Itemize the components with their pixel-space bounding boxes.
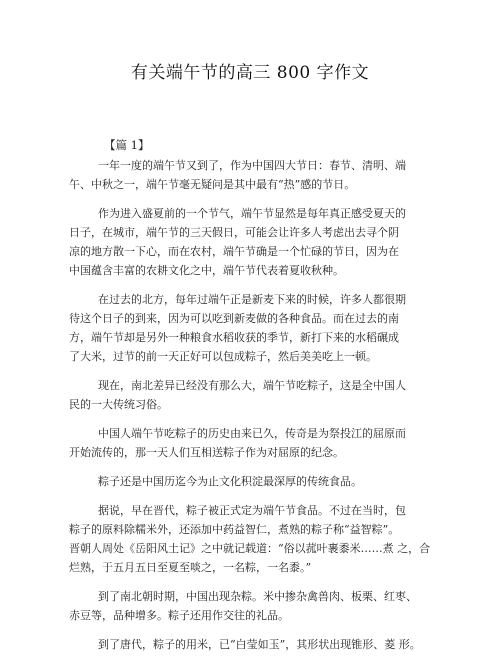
paragraph-line: 现在，南北差异已经没有那么大，端午节吃粽子，这是全中国人 <box>98 379 406 392</box>
paragraph-line: 赤豆等，品种增多。粽子还用作交往的礼品。 <box>69 609 289 622</box>
document-title: 有关端午节的高三 800 字作文 <box>130 63 370 83</box>
paragraph <box>69 472 434 491</box>
paragraph-line: 中国人端午节吃粽子的历史由来已久，传奇是为祭投江的屈原而 <box>98 427 406 440</box>
paragraph-line: 中国蕴含丰富的农耕文化之中，端午节代表着夏收秋种。 <box>69 264 344 277</box>
paragraph-line: 待这个日子的到来，因为可以吃到新麦做的各种食品。而在过去的南 <box>69 312 399 325</box>
paragraph <box>69 635 434 654</box>
paragraph <box>69 376 434 414</box>
paragraph-line: 到了唐代，粽子的用米，已“白莹如玉”，其形状出现锥形、菱 形。 <box>98 638 421 651</box>
section-label: 【篇 1】 <box>104 138 150 152</box>
paragraph <box>69 501 434 577</box>
paragraph-line: 一年一度的端午节又到了，作为中国四大节日：春节、清明、端 <box>98 159 406 172</box>
paragraph-line: 据说，早在晋代，粽子被正式定为端午节食品。不过在当时，包 <box>98 504 406 517</box>
paragraph-line: 晋朝人周处《岳阳风土记》之中就记载道：“俗以菰叶裹黍米……煮 之，合 <box>69 542 431 555</box>
paragraph-line: 开始流传的，那一天人们互相送粽子作为对屈原的纪念。 <box>69 446 344 459</box>
paragraph-line: 粽子还是中国历迄今为止文化积淀最深厚的传统食品。 <box>98 475 362 488</box>
paragraph <box>69 290 434 366</box>
paragraph <box>69 587 434 625</box>
paragraph-line: 日子，在城市，端午节的三天假日，可能会让许多人考虑出去寻个阴 <box>69 226 399 239</box>
paragraph-line: 到了南北朝时期，中国出现杂粽。米中掺杂禽兽肉、板栗、红枣、 <box>98 590 417 603</box>
paragraph <box>69 156 434 194</box>
paragraph-line: 民的一大传统习俗。 <box>69 398 168 411</box>
paragraph-line: 粽子的原料除糯米外，还添加中药益智仁，煮熟的粽子称“益智粽”。 <box>69 523 400 536</box>
document-body <box>69 156 434 664</box>
paragraph-line: 在过去的北方，每年过端午正是新麦下来的时候，许多人都很期 <box>98 293 406 306</box>
paragraph-line: 方，端午节却是另外一种粮食水稻收获的季节，新打下来的水稻碾成 <box>69 331 399 344</box>
paragraph <box>69 424 434 462</box>
paragraph-line: 凉的地方散一下心，而在农村，端午节确是一个忙碌的节日，因为在 <box>69 245 399 258</box>
paragraph-line: 烂熟，于五月五日至夏至啖之，一名粽，一名黍。” <box>69 561 312 574</box>
paragraph <box>69 204 434 280</box>
paragraph-line: 午、中秋之一，端午节毫无疑问是其中最有“热”感的节日。 <box>69 178 356 191</box>
paragraph-line: 作为进入盛夏前的一个节气，端午节显然是每年真正感受夏天的 <box>98 207 406 220</box>
paragraph-line: 了大米，过节的前一天正好可以包成粽子，然后美美吃上一顿。 <box>69 350 377 363</box>
